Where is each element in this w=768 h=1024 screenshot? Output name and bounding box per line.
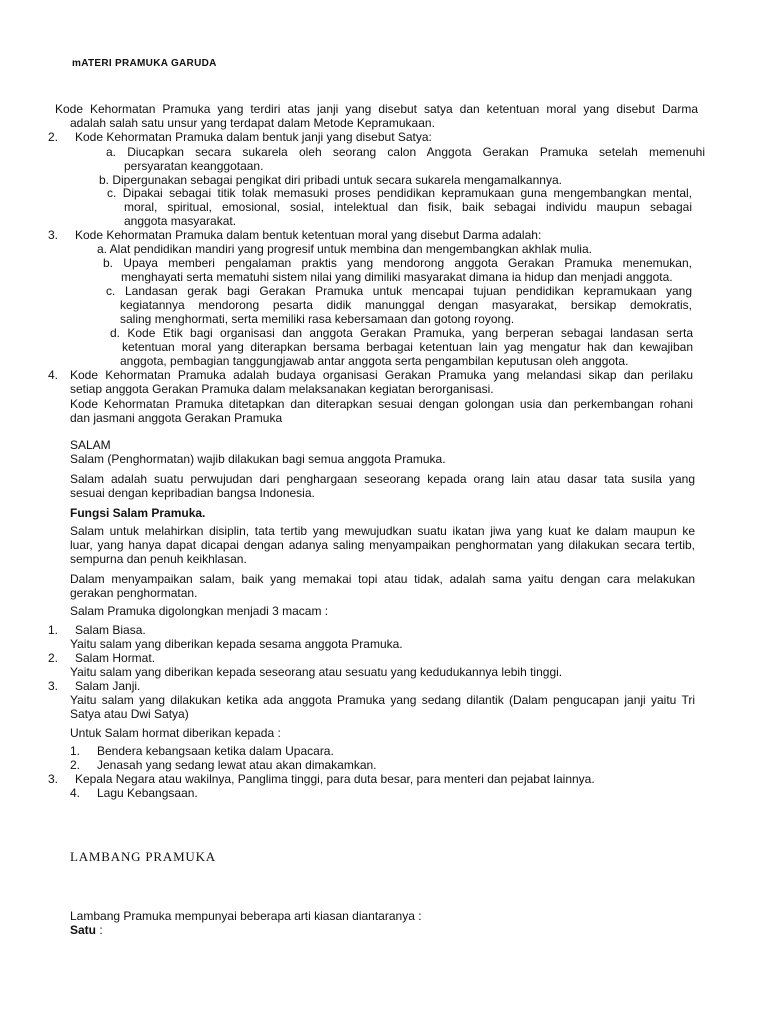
list-number: 3. [48, 228, 59, 242]
text-line: adalah salah satu unsur yang terdapat dalam Metode Kepramukaan. [70, 116, 435, 130]
list-item: Jenasah yang sedang lewat atau akan dimakamkan. [97, 758, 377, 772]
list-item: Salam Janji. [75, 679, 141, 693]
sub-item: a. Diucapkan secara sukarela oleh seorang calon Anggota Gerakan Pramuka setelah memenuhi [106, 145, 705, 159]
satu-colon: : [96, 923, 103, 937]
document-header: mATERI PRAMUKA GARUDA [72, 58, 217, 69]
paragraph: dan jasmani anggota Gerakan Pramuka [70, 411, 283, 425]
paragraph [70, 923, 103, 937]
sub-item: b. Upaya memberi pengalaman praktis yang mendorong anggota Gerakan Pramuka menemukan, [103, 256, 692, 270]
list-item-desc: Satya atau Dwi Satya) [70, 707, 189, 721]
section-heading: LAMBANG PRAMUKA [70, 849, 216, 864]
paragraph: Kode Kehormatan Pramuka ditetapkan dan diterapkan sesuai dengan golongan usia dan perkembangan rohani [70, 397, 693, 411]
list-number: 2. [70, 758, 81, 772]
sub-item: persyaratan keanggotaan. [124, 159, 264, 173]
paragraph: Untuk Salam hormat diberikan kepada : [70, 726, 281, 740]
list-item: Kode Kehormatan Pramuka adalah budaya organisasi Gerakan Pramuka yang melandasi sikap dan perilaku [70, 368, 693, 382]
paragraph: Salam untuk melahirkan disiplin, tata tertib yang mewujudkan suatu ikatan jiwa yang kuat ke dalam maupun ke [70, 524, 695, 538]
list-number: 1. [48, 623, 59, 637]
list-number: 4. [48, 368, 59, 382]
sub-item: moral, spiritual, emosional, sosial, intelektual dan fisik, baik sebagai individu maupun sebagai [124, 200, 692, 214]
paragraph: sesuai dengan kepribadian bangsa Indonesia. [70, 486, 315, 500]
list-number: 1. [70, 744, 81, 758]
list-number: 4. [70, 786, 81, 800]
list-item: setiap anggota Gerakan Pramuka dalam melaksanakan kegiatan berorganisasi. [70, 382, 494, 396]
list-item-desc: Yaitu salam yang diberikan kepada sesama anggota Pramuka. [70, 637, 403, 651]
paragraph: Salam Pramuka digolongkan menjadi 3 macam : [70, 604, 329, 618]
sub-item: kegiatannya mendorong pesarta didik manunggal dengan masyarakat, bersikap demokratis, [120, 298, 692, 312]
list-item: Bendera kebangsaan ketika dalam Upacara. [97, 744, 334, 758]
paragraph: Salam (Penghormatan) wajib dilakukan bagi semua anggota Pramuka. [70, 452, 446, 466]
sub-item: saling menghormati, serta memiliki rasa kebersamaan dan gotong royong. [120, 312, 515, 326]
list-item: Lagu Kebangsaan. [97, 786, 198, 800]
list-number: 3. [48, 679, 59, 693]
sub-item: ketentuan moral yang diterapkan bersama berbagai ketentuan lain yag mengatur hak dan kewajiban [122, 340, 693, 354]
list-number: 2. [48, 130, 59, 144]
sub-item: menghayati serta mematuhi sistem nilai yang dimiliki masyarakat dimana ia hidup dan menjadi anggota. [121, 270, 673, 284]
sub-item: d. Kode Etik bagi organisasi dan anggota Gerakan Pramuka, yang berperan sebagai landasan serta [110, 326, 693, 340]
paragraph: Lambang Pramuka mempunyai beberapa arti kiasan diantaranya : [70, 909, 422, 923]
list-item: Kepala Negara atau wakilnya, Panglima tinggi, para duta besar, para menteri dan pejabat lainnya. [75, 772, 595, 786]
sub-heading: Fungsi Salam Pramuka. [70, 506, 206, 520]
sub-item: anggota masyarakat. [124, 214, 237, 228]
list-item: Kode Kehormatan Pramuka dalam bentuk ketentuan moral yang disebut Darma adalah: [75, 228, 542, 242]
list-item: Kode Kehormatan Pramuka dalam bentuk janji yang disebut Satya: [75, 130, 432, 144]
paragraph: gerakan penghormatan. [70, 586, 198, 600]
list-item-desc: Yaitu salam yang diberikan kepada seseorang atau sesuatu yang kedudukannya lebih tinggi. [70, 665, 563, 679]
satu-label: Satu [70, 923, 97, 937]
paragraph: sempurna dan penuh keikhlasan. [70, 552, 247, 566]
sub-item: c. Landasan gerak bagi Gerakan Pramuka untuk mencapai tujuan pendidikan kepramukaan yang [106, 284, 692, 298]
list-number: 3. [48, 772, 59, 786]
paragraph: luar, yang hanya dapat dicapai dengan adanya saling menyampaikan penghormatan yang dilakukan secara tertib, [70, 538, 695, 552]
sub-item: a. Alat pendidikan mandiri yang progresif untuk membina dan mengembangkan akhlak mulia. [97, 242, 592, 256]
section-title: SALAM [70, 438, 111, 452]
list-item-desc: Yaitu salam yang dilakukan ketika ada anggota Pramuka yang sedang dilantik (Dalam pengucapan janji yaitu Tri [70, 693, 695, 707]
sub-item: b. Dipergunakan sebagai pengikat diri pribadi untuk secara sukarela mengamalkannya. [99, 173, 562, 187]
paragraph: Dalam menyampaikan salam, baik yang memakai topi atau tidak, adalah sama yaitu dengan cara melakukan [70, 572, 695, 586]
sub-item: c. Dipakai sebagai titik tolak memasuki proses pendidikan kepramukaan guna mengembangkan mental, [107, 186, 692, 200]
paragraph: Salam adalah suatu perwujudan dari penghargaan seseorang kepada orang lain atau dasar tata susila yang [70, 472, 695, 486]
list-number: 2. [48, 651, 59, 665]
sub-item: anggota, pembagian tanggungjawab antar anggota serta pengambilan keputusan oleh anggota. [120, 354, 629, 368]
text-line: Kode Kehormatan Pramuka yang terdiri atas janji yang disebut satya dan ketentuan moral yang disebut Darma [55, 102, 698, 116]
list-item: Salam Hormat. [75, 651, 156, 665]
list-item: Salam Biasa. [75, 623, 146, 637]
